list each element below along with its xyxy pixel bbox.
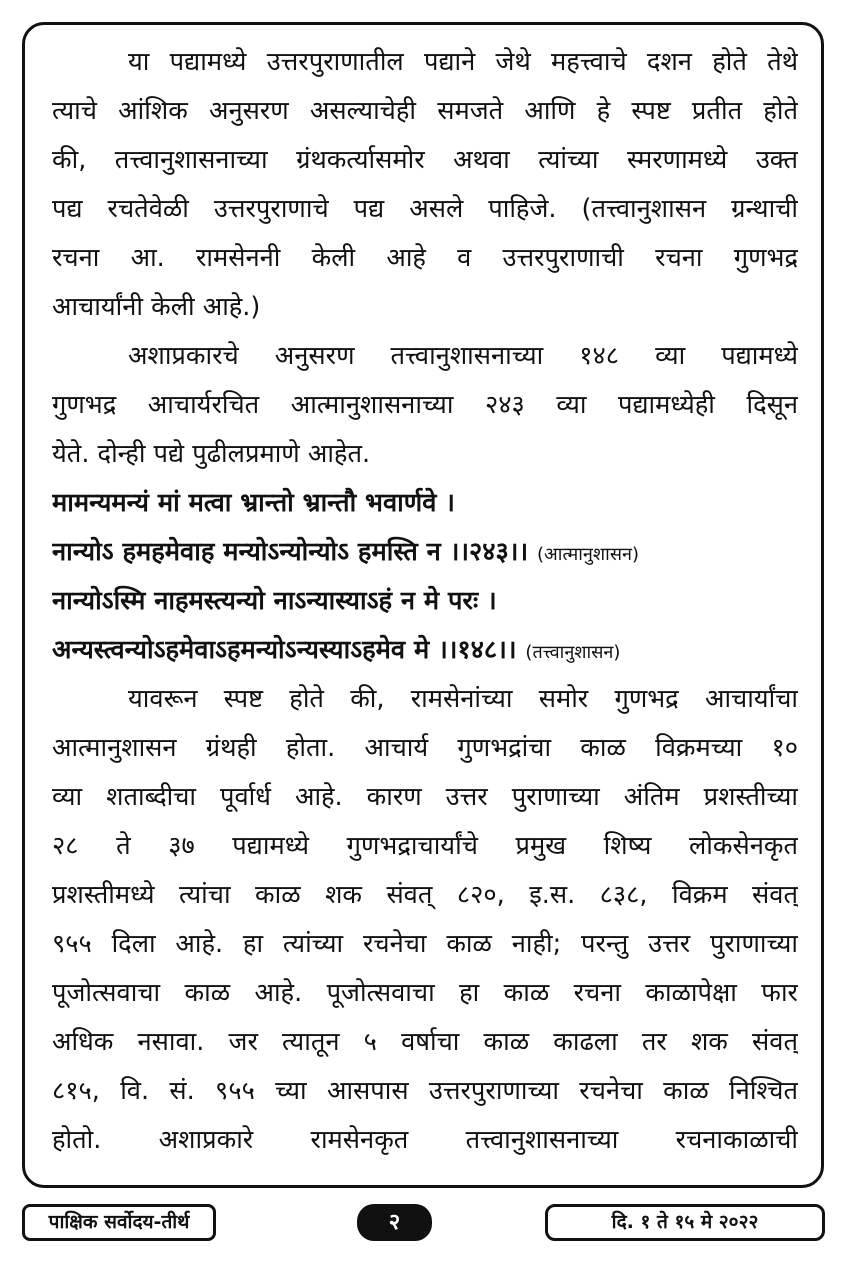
text-line: की, तत्त्वानुशासनाच्या ग्रंथकर्त्यासमोर अथवा त्यांच्या स्मरणामध्ये उक्त (52, 145, 798, 175)
verse-source: (तत्त्वानुशासन) (525, 642, 621, 663)
text-line: गुणभद्र आचार्यरचित आत्मानुशासनाच्या २४३ व्या पद्यामध्येही दिसून (52, 390, 798, 420)
text-line: त्याचे आंशिक अनुसरण असल्याचेही समजते आणि हे स्पष्ट प्रतीत होते (52, 96, 798, 126)
page-body (52, 38, 798, 1165)
footer-date: दि. १ ते १५ मे २०२२ (545, 1204, 825, 1241)
text-line: रचना आ. रामसेननी केली आहे व उत्तरपुराणाची रचना गुणभद्र (52, 243, 798, 273)
verse-line: मामन्यमन्यं मां मत्वा भ्रान्तो भ्रान्तौ भवार्णवे । (52, 488, 455, 518)
text-line: येते. दोन्ही पद्ये पुढीलप्रमाणे आहेत. (52, 439, 371, 469)
verse-line (52, 528, 798, 577)
verse-line (52, 626, 798, 675)
text-line: पद्य रचतेवेळी उत्तरपुराणाचे पद्य असले पाहिजे. (तत्त्वानुशासन ग्रन्थाची (52, 194, 798, 224)
text-line: अशाप्रकारचे अनुसरण तत्त्वानुशासनाच्या १४८ व्या पद्यामध्ये (128, 341, 798, 371)
text-line: प्रशस्तीमध्ये त्यांचा काळ शक संवत् ८२०, इ.स. ८३८, विक्रम संवत् (52, 880, 798, 910)
verse-line: नान्योऽस्मि नाहमस्त्यन्यो नाऽन्यास्याऽहं न मे परः । (52, 586, 497, 616)
text-line: ९५५ दिला आहे. हा त्यांच्या रचनेचा काळ नाही; परन्तु उत्तर पुराणाच्या (52, 929, 798, 959)
text-line: पूजोत्सवाचा काळ आहे. पूजोत्सवाचा हा काळ रचना काळापेक्षा फार (52, 978, 798, 1008)
text-line: होतो. अशाप्रकारे रामसेनकृत तत्त्वानुशासनाच्या रचनाकाळाची (52, 1125, 798, 1155)
verse-text: अन्यस्त्वन्योऽहमेवाऽहमन्योऽन्यस्याऽहमेव मे ।।१४८।। (52, 635, 517, 665)
text-line: अधिक नसावा. जर त्यातून ५ वर्षाचा काळ काढला तर शक संवत् (52, 1027, 798, 1057)
text-line: व्या शताब्दीचा पूर्वार्ध आहे. कारण उत्तर पुराणाच्या अंतिम प्रशस्तीच्या (52, 782, 798, 812)
text-line: ८१५, वि. सं. ९५५ च्या आसपास उत्तरपुराणाच्या रचनेचा काळ निश्चित (52, 1076, 798, 1106)
text-line: यावरून स्पष्ट होते की, रामसेनांच्या समोर गुणभद्र आचार्यांचा (128, 684, 798, 714)
text-line: या पद्यामध्ये उत्तरपुराणातील पद्याने जेथे महत्त्वाचे दशन होते तेथे (128, 47, 798, 77)
text-line: आत्मानुशासन ग्रंथही होता. आचार्य गुणभद्रांचा काळ विक्रमच्या १० (52, 733, 798, 763)
footer-page-number: २ (357, 1204, 432, 1241)
verse-text: नान्योऽ हमहमेवाह मन्योऽन्योन्योऽ हमस्ति न ।।२४३।। (52, 537, 529, 567)
text-line: २८ ते ३७ पद्यामध्ये गुणभद्राचार्यांचे प्रमुख शिष्य लोकसेनकृत (52, 831, 798, 861)
text-line: आचार्यांनी केली आहे.) (52, 292, 261, 322)
footer-publication: पाक्षिक सर्वोदय-तीर्थ (22, 1204, 216, 1241)
verse-source: (आत्मानुशासन) (537, 544, 640, 565)
